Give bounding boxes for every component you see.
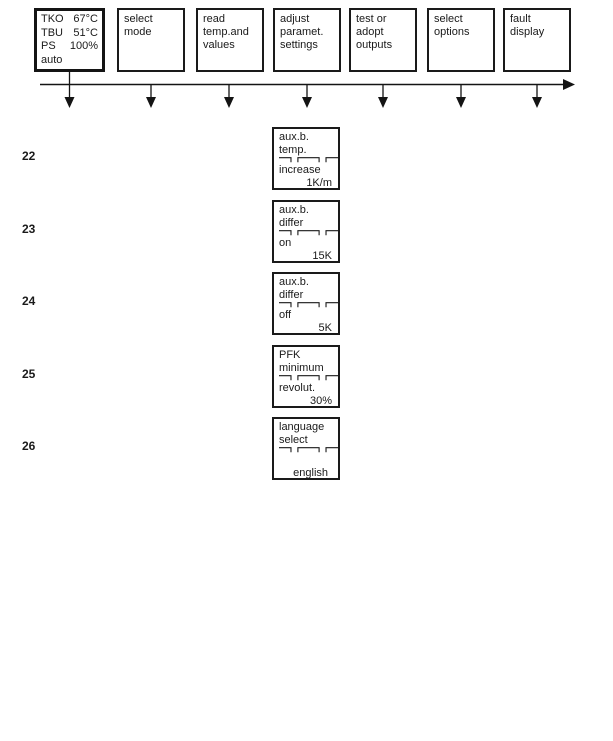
down-arrow-icon — [65, 85, 75, 109]
menu-box-line: select — [124, 13, 153, 25]
parameter-number: 26 — [22, 439, 36, 453]
right-arrow-icon — [563, 79, 575, 90]
lcd-line — [279, 454, 338, 467]
lcd-line: differ — [279, 216, 304, 229]
lcd-tab-divider — [279, 301, 338, 309]
menu-box-line: values — [203, 39, 235, 51]
parameter-number: 24 — [22, 294, 36, 308]
lcd-line: on — [279, 237, 292, 249]
menu-timeline — [0, 0, 613, 120]
menu-box-line: settings — [280, 39, 318, 51]
lcd-line: select — [279, 433, 308, 446]
lcd-parameter-box-23 — [272, 200, 340, 263]
lcd-parameter-box-24 — [272, 272, 340, 335]
menu-box-line: options — [434, 26, 470, 38]
lcd-value: 1K/m — [306, 176, 332, 189]
menu-box-line: adjust — [280, 13, 310, 25]
lcd-line: temp. — [279, 143, 307, 156]
menu-box-line: fault — [510, 13, 531, 25]
menu-box-line: display — [510, 26, 545, 38]
status-label: TKO — [41, 13, 64, 25]
down-arrow-icon — [224, 85, 234, 109]
lcd-value: english — [293, 466, 328, 479]
lcd-value: 15K — [312, 249, 332, 262]
menu-box-line: temp.and — [203, 26, 249, 38]
lcd-parameter-box-26 — [272, 417, 340, 480]
status-value: 67°C — [73, 13, 98, 25]
lcd-value: 30% — [309, 394, 332, 407]
lcd-line: language — [279, 421, 325, 433]
lcd-line: minimum — [279, 361, 324, 374]
lcd-parameter-box-22 — [272, 127, 340, 190]
status-label: PS — [41, 40, 56, 52]
menu-box-line: read — [203, 13, 226, 25]
down-arrow-icon — [302, 85, 312, 109]
status-label: auto — [41, 53, 63, 66]
down-arrow-icon — [378, 85, 388, 109]
menu-box-line: paramet. — [280, 26, 324, 38]
parameter-number: 22 — [22, 149, 36, 163]
lcd-line: PFK — [279, 349, 301, 361]
lcd-line: increase — [279, 164, 321, 176]
status-value: 100% — [69, 40, 98, 52]
down-arrow-icon — [146, 85, 156, 109]
lcd-tab-divider — [279, 229, 338, 237]
lcd-tab-divider — [279, 374, 338, 382]
lcd-line: differ — [279, 288, 304, 301]
lcd-parameter-box-25 — [272, 345, 340, 408]
menu-box-line: outputs — [356, 39, 393, 51]
status-value: 51°C — [73, 26, 98, 39]
down-arrow-icon — [532, 85, 542, 109]
down-arrow-icon — [456, 85, 466, 109]
lcd-line: aux.b. — [279, 276, 309, 288]
status-label: TBU — [41, 26, 63, 39]
parameter-number: 23 — [22, 222, 36, 236]
lcd-line: revolut. — [279, 382, 316, 394]
lcd-tab-divider — [279, 156, 338, 164]
lcd-line: off — [279, 309, 292, 321]
lcd-tab-divider — [279, 446, 338, 454]
menu-box-line: mode — [124, 26, 152, 38]
menu-box-line: test or — [356, 13, 387, 25]
lcd-line: aux.b. — [279, 204, 309, 216]
menu-box-line: adopt — [356, 26, 384, 38]
lcd-line: aux.b. — [279, 131, 309, 143]
menu-box-line: select — [434, 13, 463, 25]
lcd-value: 5K — [318, 321, 332, 334]
parameter-number: 25 — [22, 367, 36, 381]
